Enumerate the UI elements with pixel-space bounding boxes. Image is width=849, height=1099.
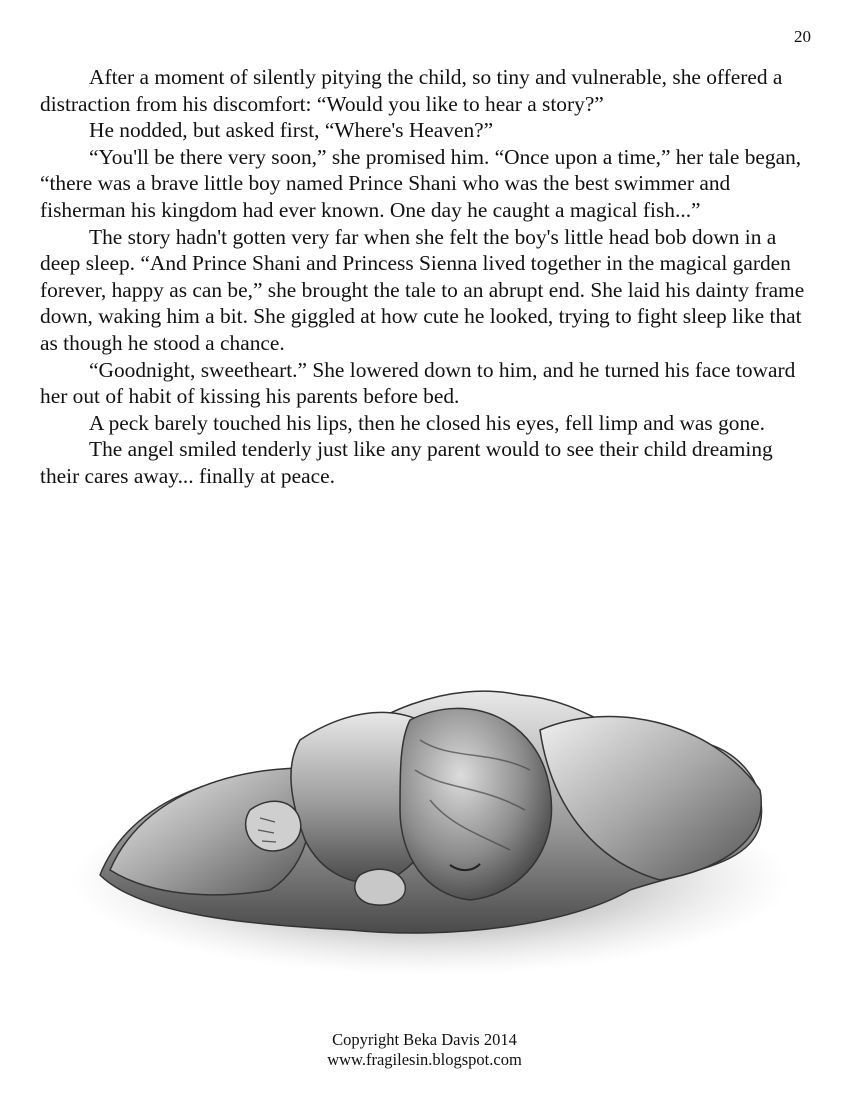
paragraph: After a moment of silently pitying the child, so tiny and vulnerable, she offered a distraction from his discomfort: “Would you like to hear a story?” xyxy=(40,65,783,116)
website-link[interactable]: www.fragilesin.blogspot.com xyxy=(327,1050,522,1069)
footer xyxy=(0,1030,849,1070)
copyright-text: Copyright Beka Davis 2014 xyxy=(332,1030,517,1049)
sleeping-child-illustration xyxy=(70,650,800,980)
story-text xyxy=(40,64,815,490)
paragraph: “Goodnight, sweetheart.” She lowered down to him, and he turned his face toward her out of habit of kissing his parents before bed. xyxy=(40,357,796,409)
child-foot xyxy=(355,869,406,905)
paragraph: The story hadn't gotten very far when she felt the boy's little head bob down in a deep sleep. “And Prince Shani and Princess Sienna lived together in the magical garden forever, happy as can be,” she brought the tale to an abrupt end. She laid his dainty frame down, waking him a bit. She giggled at how cute he looked, trying to fight sleep like that as though he stood a chance. xyxy=(40,224,805,355)
paragraph: A peck barely touched his lips, then he closed his eyes, fell limp and was gone. xyxy=(89,410,766,435)
paragraph: The angel smiled tenderly just like any parent would to see their child dreaming their cares away... finally at peace. xyxy=(40,437,773,488)
paragraph: He nodded, but asked first, “Where's Heaven?” xyxy=(89,118,494,143)
child-hand xyxy=(246,801,301,851)
paragraph: “You'll be there very soon,” she promised him. “Once upon a time,” her tale began, “there was a brave little boy named Prince Shani who was the best swimmer and fisherman his kingdom had ever known. One day he caught a magical fish...” xyxy=(40,144,802,222)
page-number: 20 xyxy=(794,27,811,46)
